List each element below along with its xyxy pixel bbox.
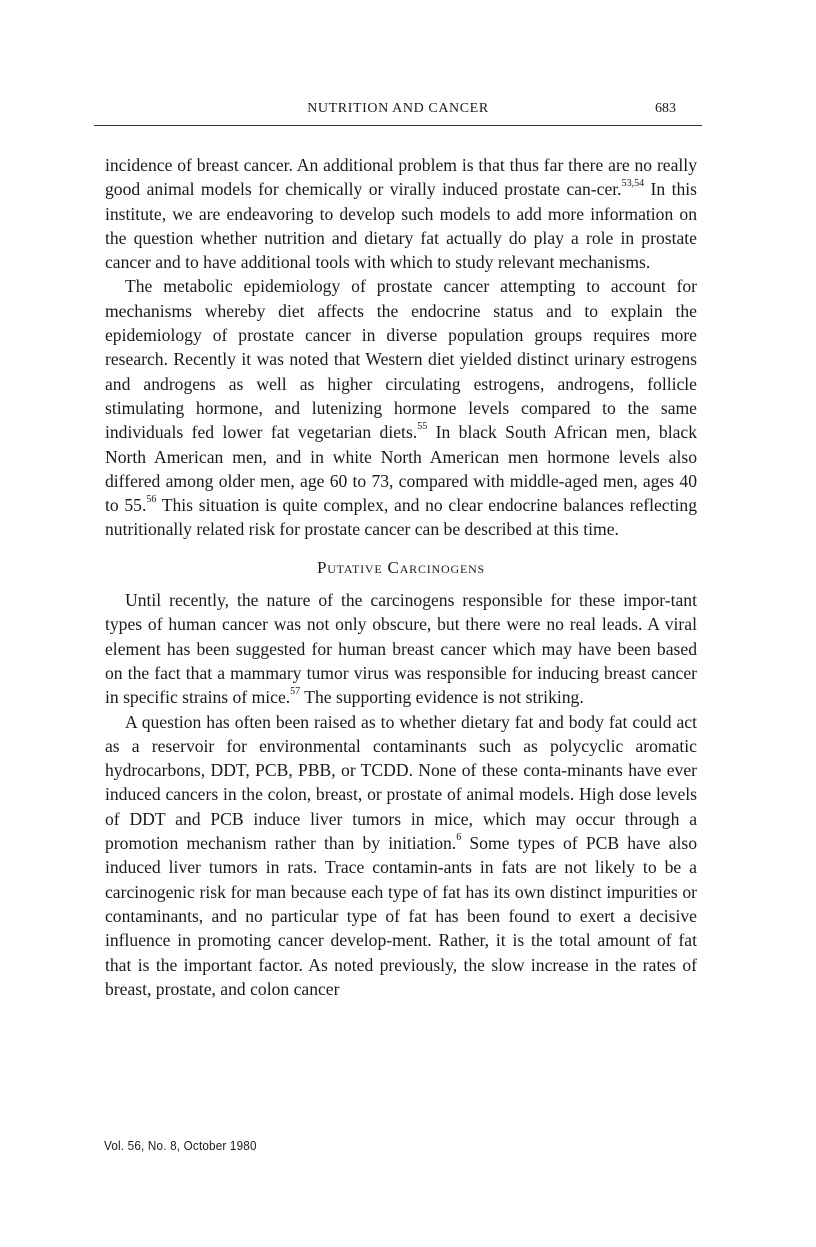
paragraph-3: [105, 588, 697, 709]
paragraph-4-text-b: Some types of PCB have also induced liver tumors in rats. Trace contamin-ants in fats are not likely to be a carcinogenic risk for man because each type of fat has its own distinct impurities or contaminants, and no particular type of fat has been found to exert a decisive influence in promoting cancer develop-ment. Rather, it is the total amount of fat that is the important factor. As noted previously, the slow increase in the rates of breast, prostate, and colon cancer: [105, 833, 697, 999]
paragraph-4-text-a: A question has often been raised as to whether dietary fat and body fat could act as a reservoir for environmental contaminants such as polycyclic aromatic hydrocarbons, DDT, PCB, PBB, or TCDD. None of these conta-minants have ever induced cancers in the colon, breast, or prostate of animal models. High dose levels of DDT and PCB induce liver tumors in mice, which may occur through a promotion mechanism rather than by initiation.: [105, 711, 697, 854]
paragraph-1-text-b: In this institute, we are endeavoring to develop such models to add more information on the question whether nutrition and dietary fat actually do play a role in prostate cancer and to have additional tools with which to study relevant mechanisms.: [105, 179, 698, 273]
reference-superscript: 57: [290, 686, 301, 698]
paragraph-1: [105, 153, 697, 274]
paragraph-2: [105, 274, 697, 541]
reference-superscript: 53,54: [621, 178, 645, 190]
paragraph-3-text-a: Until recently, the nature of the carcinogens responsible for these impor-tant types of human cancer was not only obscure, but there were no real leads. A viral element has been suggested for human breast cancer which may have been based on the fact that a mammary tumor virus was responsible for inducing breast cancer in specific strains of mice.: [105, 590, 697, 708]
running-title: NUTRITION AND CANCER: [307, 101, 489, 116]
reference-superscript: 56: [146, 494, 157, 506]
article-body: [105, 153, 697, 1001]
section-heading: Putative Carcinogens: [316, 557, 486, 577]
paragraph-2-text-c: This situation is quite complex, and no clear endocrine balances reflecting nutritionally related risk for prostate cancer can be described at this time.: [105, 495, 697, 540]
paragraph-1-text-a: incidence of breast cancer. An additional problem is that thus far there are no really good animal models for chemically or virally induced prostate can-cer.: [105, 155, 697, 200]
header-rule: [94, 125, 702, 126]
paragraph-4: [105, 710, 697, 1002]
paragraph-2-text-b: In black South African men, black North American men, and in white North American men hormone levels also differed among older men, age 60 to 73, compared with middle-aged men, ages 40 to 55.: [105, 422, 697, 516]
running-header: [94, 99, 702, 121]
reference-superscript: 55: [417, 421, 428, 433]
reference-superscript: 6: [456, 832, 462, 844]
journal-citation-footer: Vol. 56, No. 8, October 1980: [104, 1138, 257, 1153]
paragraph-2-text-a: The metabolic epidemiology of prostate cancer attempting to account for mechanisms whereby diet affects the endocrine status and to explain the epidemiology of prostate cancer in diverse population groups requires more research. Recently it was noted that Western diet yielded distinct urinary estrogens and androgens as well as higher circulating estrogens, androgens, follicle stimulating hormone, and lutenizing hormone levels compared to the same individuals fed lower fat vegetarian diets.: [105, 276, 697, 443]
page-number: 683: [655, 101, 676, 116]
paragraph-3-text-b: The supporting evidence is not striking.: [300, 687, 584, 708]
